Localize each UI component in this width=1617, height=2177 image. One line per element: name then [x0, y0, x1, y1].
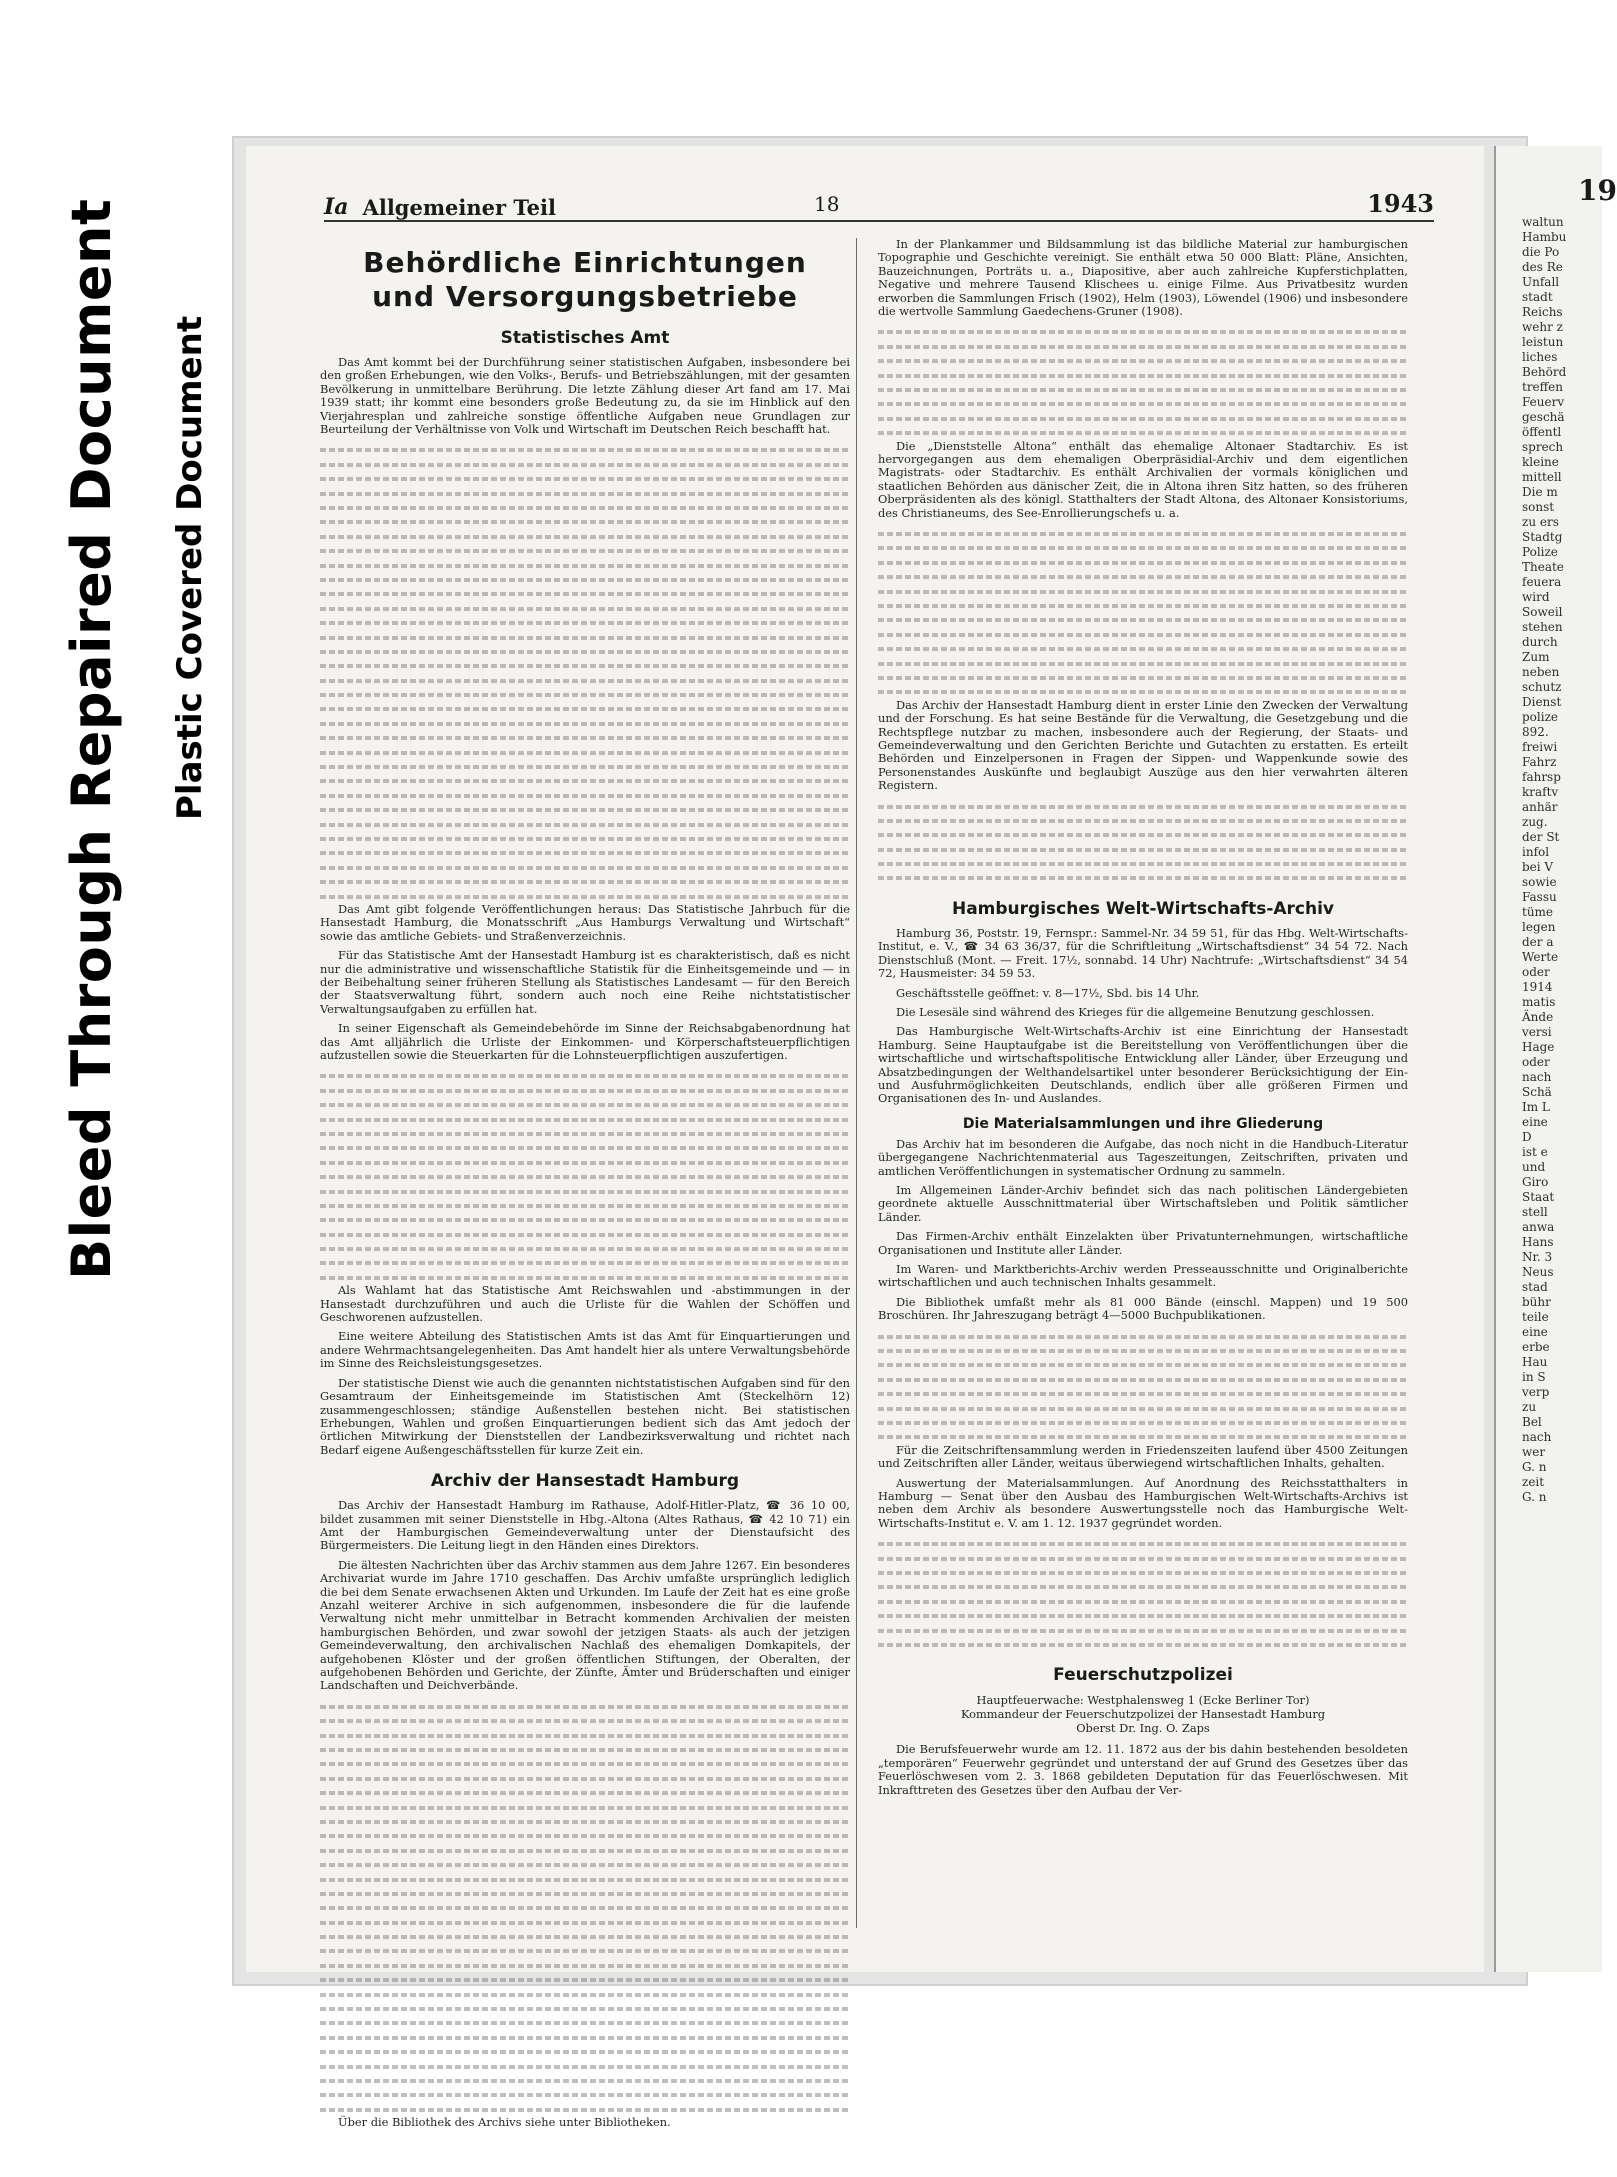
adjacent-text-line: zeit [1522, 1475, 1545, 1489]
adjacent-text-line: treffen [1522, 380, 1564, 394]
heading-archiv-hansestadt: Archiv der Hansestadt Hamburg [430, 1471, 740, 1492]
adjacent-text-line: Hage [1522, 1040, 1555, 1054]
adjacent-text-line: Hans [1522, 1235, 1554, 1249]
paragraph: Der statistische Dienst wie auch die genannten nichtstatistischen Aufgaben sind für den Gesamtraum der Einheitsgemeinde im Statistischen Amt (Steckelhörn 12) zusammengeschlossen; ständige Außenstellen bestehen nicht. Bei statistischen Erhebungen, Wahlen und großen Einquartierungen bedient sich das Amt jedoch der örtlichen Mitwirkung der Dienststellen der Landbezirksverwaltung und richtet nach Bedarf eigene Außengeschäftsstellen für kurze Zeit ein. [320, 1375, 850, 1457]
adjacent-text-line: Fahrz [1522, 755, 1557, 769]
adjacent-text-line: liches [1522, 350, 1558, 364]
paragraph: In seiner Eigenschaft als Gemeindebehörde im Sinne der Reichsabgabenordnung hat das Amt alljährlich die Urliste der Einkommen- und Körperschaftsteuerpflichtigen aufzustellen sowie die Steuerkarten für die Lohnsteuerpflichtigen auszufertigen. [320, 1021, 850, 1062]
section-number: Ia [324, 194, 349, 220]
paragraph: Auswertung der Materialsammlungen. Auf Anordnung des Reichsstatthalters in Hamburg — Senat über den Ausbau des Hamburgischen Welt-Wirtschafts-Archivs ist neben dem Archiv als besondere Auswertungsstelle noch das Hamburgische Welt-Wirtschafts-Institut e. V. am 1. 12. 1937 gegründet worden. [878, 1475, 1408, 1530]
paragraph: Das Hamburgische Welt-Wirtschafts-Archiv ist eine Einrichtung der Hansestadt Hamburg. Seine Hauptaufgabe ist die Bereitstellung von Veröffentlichungen über die wirtschaftliche und wirtschaftspolitische Entwicklung aller Länder, über Erzeugung und Absatzbedingungen der Welthandelsartikel unter besonderer Berücksichtigung der Ein- und Ausfuhrmöglichkeiten Deutschlands, endlich über alle größeren Firmen und Organisationen des In- und Auslandes. [878, 1024, 1408, 1106]
adjacent-text-line: polize [1522, 710, 1559, 724]
commander-title: Kommandeur der Feuerschutzpolizei der Hansestadt Hamburg [960, 1707, 1326, 1722]
adjacent-text-line: verp [1522, 1385, 1550, 1399]
plastic-covered-label: Plastic Covered Document [170, 315, 210, 820]
paragraph: Das Archiv der Hansestadt Hamburg im Rathause, Adolf-Hitler-Platz, ☎ 36 10 00, bildet zusammen mit seiner Dienststelle in Hbg.-Altona (Altes Rathaus, ☎ 42 10 71) ein Amt der Hamburgischen Gemeindeverwaltung unter der Dienstaufsicht des Bürgermeisters. Die Leitung liegt in den Händen eines Direktors. [320, 1498, 850, 1553]
adjacent-text-line: bühr [1522, 1295, 1551, 1309]
adjacent-text-line: wer [1522, 1445, 1546, 1459]
adjacent-page-text [1496, 207, 1602, 1505]
adjacent-text-line: Staat [1522, 1190, 1555, 1204]
side-labels [40, 198, 250, 1280]
adjacent-text-line: eine [1522, 1115, 1548, 1129]
faded-text-block [320, 442, 850, 903]
adjacent-text-line: neben [1522, 665, 1560, 679]
faded-text-block [878, 324, 1408, 439]
adjacent-text-line: anhär [1522, 800, 1558, 814]
paragraph: Die Bibliothek umfaßt mehr als 81 000 Bände (einschl. Mappen) und 19 500 Broschüren. Ihr Jahreszugang beträgt 4—5000 Buchpublikationen. [878, 1294, 1408, 1323]
adjacent-text-line: Werte [1522, 950, 1559, 964]
adjacent-text-line: eine [1522, 1325, 1548, 1339]
adjacent-page-strip [1494, 146, 1617, 1972]
adjacent-text-line: Reichs [1522, 305, 1563, 319]
paragraph: Das Amt gibt folgende Veröffentlichungen heraus: Das Statistische Jahrbuch für die Hansestadt Hamburg, die Monatsschrift „Aus Hamburgs Verwaltung und Wirtschaft“ sowie das amtliche Gebiets- und Straßenverzeichnis. [320, 901, 850, 943]
adjacent-text-line: 892. [1522, 725, 1549, 739]
adjacent-text-line: D [1522, 1130, 1532, 1144]
heading-statistisches-amt: Statistisches Amt [500, 328, 670, 348]
adjacent-text-line: Soweil [1522, 605, 1563, 619]
page-number: 18 [814, 192, 840, 216]
main-title-line-2: und Versorgungsbetriebe [372, 280, 798, 313]
adjacent-text-line: oder [1522, 1055, 1550, 1069]
adjacent-text-line: Behörd [1522, 365, 1567, 379]
paragraph: Im Waren- und Marktberichts-Archiv werden Presseausschnitte und Originalberichte wirtschaftlichen und auch technischen Inhalts gesammelt. [878, 1262, 1408, 1290]
subheading-materialsammlungen: Die Materialsammlungen und ihre Gliederung [962, 1115, 1324, 1132]
adjacent-text-line: Giro [1522, 1175, 1549, 1189]
faded-text-block [878, 1329, 1408, 1444]
faded-text-block [878, 799, 1408, 885]
adjacent-text-line: sprech [1522, 440, 1564, 454]
adjacent-text-line: matis [1522, 995, 1556, 1009]
year-label: 1943 [1367, 189, 1434, 218]
adjacent-text-line: die Po [1522, 245, 1560, 259]
running-head [324, 190, 1434, 222]
adjacent-text-line: versi [1522, 1025, 1552, 1039]
adjacent-text-line: oder [1522, 965, 1550, 979]
adjacent-text-line: Feuerv [1522, 395, 1565, 409]
adjacent-text-line: Unfall [1522, 275, 1560, 289]
column-divider [856, 238, 857, 1928]
paragraph: Das Firmen-Archiv enthält Einzelakten über Privatunternehmungen, wirtschaftliche Organisationen und Institute aller Länder. [878, 1229, 1408, 1257]
adjacent-text-line: öffentl [1522, 425, 1562, 439]
adjacent-page-year: 19 [1578, 174, 1617, 207]
paragraph: Das Amt kommt bei der Durchführung seiner statistischen Aufgaben, insbesondere bei den großen Erhebungen, wie den Volks-, Berufs- und Betriebszählungen, mit der gesamten Bevölkerung in unmittelbare Berührung. Die letzte Zählung dieser Art fand am 17. Mai 1939 statt; ihr kommt eine besonders große Bedeutung zu, da sie im Hinblick auf den Vierjahresplan und zahlreiche sonstige öffentliche Aufgaben neue Grundlagen zur Beurteilung der Verhältnisse von Volk und Wirtschaft im Deutschen Reich beschafft hat. [320, 355, 850, 437]
paragraph: Über die Bibliothek des Archivs siehe unter Bibliotheken. [338, 2115, 671, 2130]
adjacent-text-line: Fassu [1522, 890, 1557, 904]
reading-room-note: Die Lesesäle sind während des Krieges für die allgemeine Benutzung geschlossen. [896, 1004, 1375, 1019]
paragraph: Die Berufsfeuerwehr wurde am 12. 11. 1872 aus der bis dahin bestehenden besoldeten „temporären“ Feuerwehr gegründet und unterstand der auf Grund des Gesetzes über das Feuerlöschwesen vom 2. 3. 1868 gebildeten Deputation für das Feuerlöschwesen. Mit Inkrafttreten des Gesetzes über den Aufbau der Ver- [878, 1742, 1408, 1797]
adjacent-text-line: stell [1522, 1205, 1548, 1219]
adjacent-text-line: G. n [1522, 1460, 1547, 1474]
heading-feuerschutzpolizei: Feuerschutzpolizei [1053, 1665, 1233, 1686]
commander-name: Oberst Dr. Ing. O. Zaps [1076, 1721, 1210, 1736]
adjacent-text-line: fahrsp [1522, 770, 1561, 784]
adjacent-text-line: durch [1522, 635, 1558, 649]
adjacent-text-line: nach [1522, 1430, 1552, 1444]
paragraph: Das Archiv hat im besonderen die Aufgabe, das noch nicht in die Handbuch-Literatur übergegangene Nachrichtenmaterial aus Tageszeitungen, Zeitschriften, privaten und amtlichen Veröffentlichungen in systematischer Ordnung zu sammeln. [878, 1136, 1408, 1178]
adjacent-text-line: kraftv [1522, 785, 1559, 799]
bleed-through-label: Bleed Through Repaired Document [60, 198, 123, 1280]
adjacent-text-line: infol [1522, 845, 1550, 859]
opening-hours: Geschäftsstelle geöffnet: v. 8—17½, Sbd. bis 14 Uhr. [896, 985, 1200, 1000]
adjacent-text-line: Ände [1522, 1010, 1554, 1024]
adjacent-text-line: Schä [1522, 1085, 1552, 1099]
paragraph: Das Archiv der Hansestadt Hamburg dient in erster Linie den Zwecken der Verwaltung und der Forschung. Es hat seine Bestände für die Verwaltung, die Gesetzgebung und die Rechtspflege nutzbar zu machen, insbesondere auch der Regierung, der Staats- und Gemeindeverwaltung und den Gerichten Berichte und Gutachten zu erstatten. Es erteilt Behörden und Einzelpersonen in Fragen der Sippen- und Wappenkunde sowie des Personenstandes Auskünfte und beglaubigt Auszüge aus den hier verwahrten älteren Registern. [878, 697, 1408, 793]
adjacent-text-line: nach [1522, 1070, 1552, 1084]
adjacent-text-line: Stadtg [1522, 530, 1563, 544]
adjacent-text-line: 1914 [1522, 980, 1553, 994]
document-page [246, 146, 1484, 2130]
adjacent-text-line: wehr z [1522, 320, 1563, 334]
paragraph: In der Plankammer und Bildsammlung ist das bildliche Material zur hamburgischen Topographie und Geschichte vereinigt. Sie enthält etwa 50 000 Blatt: Pläne, Ansichten, Bauzeichnungen, Porträts u. a., Diapositive, aber auch zahlreiche Kupferstichplatten, Negative und mehrere Tausend Klischees u. einige Filme. Aus Privatbesitz wurden erworben die Sammlungen Frisch (1902), Helm (1903), Löwendel (1906) und insbesondere die wertvolle Sammlung Gaedechens-Gruner (1908). [878, 237, 1408, 319]
adjacent-text-line: und [1522, 1160, 1546, 1174]
section-title: Allgemeiner Teil [362, 195, 556, 220]
adjacent-text-line: bei V [1522, 860, 1554, 874]
main-title-line-1: Behördliche Einrichtungen [363, 246, 807, 279]
faded-text-block [320, 1068, 850, 1284]
adjacent-text-line: Nr. 3 [1522, 1250, 1553, 1264]
address-line: Hauptfeuerwache: Westphalensweg 1 (Ecke Berliner Tor) [976, 1693, 1310, 1708]
adjacent-text-line: Zum [1522, 650, 1550, 664]
adjacent-text-line: zug. [1522, 815, 1548, 829]
adjacent-text-line: wird [1522, 590, 1550, 604]
adjacent-text-line: Hambu [1522, 230, 1567, 244]
faded-text-block [878, 526, 1408, 699]
paragraph: Als Wahlamt hat das Statistische Amt Reichswahlen und -abstimmungen in der Hansestadt durchzuführen und auch die Urliste für die Wahlen der Schöffen und Geschworenen aufzustellen. [320, 1283, 850, 1325]
paragraph: Eine weitere Abteilung des Statistischen Amts ist das Amt für Einquartierungen und andere Wehrmachtsangelegenheiten. Das Amt handelt hier als untere Verwaltungsbehörde im Sinne des Reichsleistungsgesetzes. [320, 1329, 850, 1371]
adjacent-text-line: kleine [1522, 455, 1559, 469]
adjacent-text-line: schutz [1522, 680, 1562, 694]
adjacent-text-line: leistun [1522, 335, 1564, 349]
paragraph: Die ältesten Nachrichten über das Archiv stammen aus dem Jahre 1267. Ein besonderes Archivariat wurde im Jahre 1710 geschaffen. Das Archiv umfaßte ursprünglich lediglich die bei dem Senate erwachsenen Akten und Urkunden. Im Laufe der Zeit hat es eine große Anzahl weiterer Archive in sich aufgenommen, insbesondere die für die laufende Verwaltung nicht mehr unmittelbar in Betracht kommenden Archivalien der meisten hamburgischen Behörden, und zwar sowohl der jetzigen Staats- als auch der jetzigen Gemeindeverwaltung, den archivalischen Nachlaß des ehemaligen Domkapitels, der aufgehobenen Klöster und der großen öffentlichen Stiftungen, der Oberalten, der aufgehobenen Behörden und Gerichte, der Zünfte, Ämter und Brüderschaften und einiger Landschaften und Deichverbände. [320, 1557, 850, 1693]
adjacent-text-line: sonst [1522, 500, 1555, 514]
adjacent-text-line: zu [1522, 1400, 1537, 1414]
paragraph: Für das Statistische Amt der Hansestadt Hamburg ist es charakteristisch, daß es nicht nur die administrative und wissenschaftliche Statistik für die Einheitsgemeinde und — in der Beibehaltung seiner früheren Stellung als Statistisches Landesamt — für den Bereich der Staatsverwaltung führt, sondern auch noch eine Reihe nichtstatistischer Verwaltungsaufgaben zu erfüllen hat. [320, 948, 850, 1016]
adjacent-text-line: teile [1522, 1310, 1549, 1324]
adjacent-text-line: der St [1522, 830, 1560, 844]
adjacent-text-line: anwa [1522, 1220, 1555, 1234]
adjacent-text-line: freiwi [1522, 740, 1558, 754]
heading-welt-wirtschafts-archiv: Hamburgisches Welt-Wirtschafts-Archiv [951, 898, 1335, 919]
adjacent-text-line: tüme [1522, 905, 1554, 919]
adjacent-text-line: legen [1522, 920, 1556, 934]
adjacent-text-line: mittell [1522, 470, 1562, 484]
adjacent-text-line: Neus [1522, 1265, 1554, 1279]
adjacent-text-line: Theate [1522, 560, 1564, 574]
main-title [320, 246, 850, 314]
paragraph: Im Allgemeinen Länder-Archiv befindet sich das nach politischen Ländergebieten geordnete aktuelle Ausschnittmaterial über Wirtschaftsleben und Politik sämtlicher Länder. [878, 1182, 1408, 1224]
adjacent-text-line: der a [1522, 935, 1554, 949]
adjacent-text-line: stadt [1522, 290, 1553, 304]
adjacent-text-line: erbe [1522, 1340, 1550, 1354]
adjacent-text-line: stad [1522, 1280, 1548, 1294]
adjacent-text-line: zu ers [1522, 515, 1559, 529]
adjacent-text-line: Im L [1522, 1100, 1550, 1114]
adjacent-text-line: sowie [1522, 875, 1557, 889]
faded-text-block [320, 1699, 850, 2116]
adjacent-text-line: Die m [1522, 485, 1558, 499]
adjacent-text-line: Hau [1522, 1355, 1548, 1369]
adjacent-text-line: G. n [1522, 1490, 1547, 1504]
adjacent-text-line: Dienst [1522, 695, 1562, 709]
adjacent-text-line: stehen [1522, 620, 1563, 634]
adjacent-text-line: des Re [1522, 260, 1563, 274]
right-column [878, 238, 1408, 1803]
left-column [320, 238, 850, 2136]
paragraph: Die „Dienststelle Altona“ enthält das ehemalige Altonaer Stadtarchiv. Es ist hervorgegangen aus dem ehemaligen Oberpräsidial-Archiv und dem eigentlichen Magistrats- oder Stadtarchiv. Es enthält Archivalien der vormals königlichen und staatlichen Behörden aus dänischer Zeit, die in Altona ihren Sitz hatten, so des früheren Oberpräsidenten als des königl. Statthalters der Stadt Altona, des Altonaer Konsistoriums, des Christianeums, des See-Enrollierungschefs u. a. [878, 438, 1408, 520]
adjacent-text-line: Bel [1522, 1415, 1542, 1429]
paragraph: Für die Zeitschriftensammlung werden in Friedenszeiten laufend über 4500 Zeitungen und Zeitschriften aller Länder, weitaus überwiegend wirtschaftlichen Inhalts, gehalten. [878, 1442, 1408, 1471]
address-block: Hamburg 36, Poststr. 19, Fernspr.: Sammel-Nr. 34 59 51, für das Hbg. Welt-Wirtschafts-Institut, e. V., ☎ 34 63 36/37, für die Schriftleitung „Wirtschaftsdienst“ 34 54 72. Nach Dienstschluß (Mont. — Freit. 17½, sonnabd. 14 Uhr) Nachtrufe: „Wirtschaftsdienst“ 34 54 72, Hausmeister: 34 59 53. [878, 925, 1408, 981]
adjacent-text-line: feuera [1522, 575, 1562, 589]
adjacent-text-line: in S [1522, 1370, 1546, 1384]
adjacent-text-line: geschä [1522, 410, 1565, 424]
faded-text-block [878, 1536, 1408, 1651]
adjacent-text-line: waltun [1522, 215, 1564, 229]
adjacent-text-line: ist e [1522, 1145, 1548, 1159]
adjacent-text-line: Polize [1522, 545, 1558, 559]
